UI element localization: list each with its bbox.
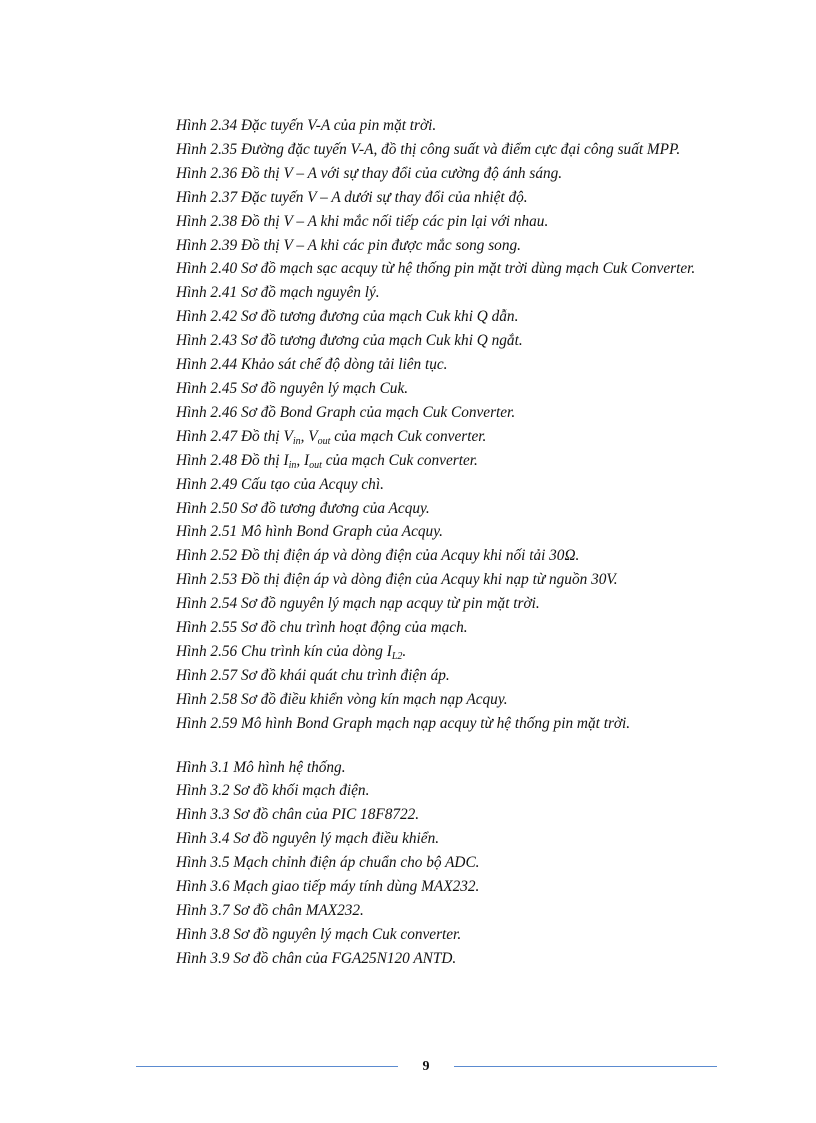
figure-caption: Hình 2.46 Sơ đồ Bond Graph của mạch Cuk Converter. <box>176 403 516 421</box>
caption-suffix: của mạch Cuk converter. <box>321 451 478 469</box>
figure-caption: Hình 2.39 Đồ thị V – A khi các pin được mắc song song. <box>176 236 521 254</box>
figure-caption: Hình 3.3 Sơ đồ chân của PIC 18F8722. <box>176 806 420 824</box>
figure-caption: Hình 2.54 Sơ đồ nguyên lý mạch nạp acquy từ pin mặt trời. <box>176 595 540 613</box>
figure-caption: Hình 2.59 Mô hình Bond Graph mạch nạp acquy từ hệ thống pin mặt trời. <box>176 714 631 732</box>
caption-suffix: . <box>402 642 407 660</box>
figure-caption: Hình 2.49 Cấu tạo của Acquy chì. <box>176 475 384 493</box>
figure-caption: Hình 2.52 Đồ thị điện áp và dòng điện của Acquy khi nối tải 30Ω. <box>176 547 580 565</box>
figure-caption: Hình 2.57 Sơ đồ khái quát chu trình điện áp. <box>176 666 450 684</box>
figure-caption: Hình 2.45 Sơ đồ nguyên lý mạch Cuk. <box>176 379 409 397</box>
figure-list <box>176 114 736 971</box>
subscript: out <box>309 459 322 471</box>
figure-caption: Hình 2.50 Sơ đồ tương đương của Acquy. <box>176 499 430 517</box>
caption-prefix: Hình 2.47 Đồ thị V <box>176 427 293 445</box>
figure-caption: Hình 2.35 Đường đặc tuyến V-A, đồ thị công suất và điểm cực đại công suất MPP. <box>176 140 681 158</box>
figure-caption: Hình 2.38 Đồ thị V – A khi mắc nối tiếp các pin lại với nhau. <box>176 212 549 230</box>
page-number: 9 <box>422 1059 430 1074</box>
figure-caption: Hình 3.4 Sơ đồ nguyên lý mạch điều khiển. <box>176 830 440 848</box>
subscript: in <box>288 459 297 471</box>
figure-caption: Hình 2.51 Mô hình Bond Graph của Acquy. <box>176 523 443 541</box>
figure-caption: Hình 3.8 Sơ đồ nguyên lý mạch Cuk converter. <box>176 925 462 943</box>
figure-caption: Hình 2.44 Khảo sát chế độ dòng tải liên tục. <box>176 356 448 374</box>
figure-caption: Hình 3.6 Mạch giao tiếp máy tính dùng MAX232. <box>176 878 480 896</box>
footer-rule-left <box>136 1066 398 1067</box>
figure-caption: Hình 2.42 Sơ đồ tương đương của mạch Cuk khi Q dẫn. <box>176 308 519 326</box>
subscript: out <box>317 435 331 447</box>
page-footer <box>0 1055 816 1079</box>
caption-mid: , V <box>300 427 318 445</box>
figure-caption <box>176 425 736 449</box>
figure-caption <box>176 640 736 664</box>
figure-caption: Hình 2.34 Đặc tuyến V-A của pin mặt trời. <box>176 117 437 134</box>
figure-caption: Hình 2.41 Sơ đồ mạch nguyên lý. <box>176 284 380 302</box>
figure-caption: Hình 2.43 Sơ đồ tương đương của mạch Cuk khi Q ngắt. <box>176 332 523 350</box>
figure-caption: Hình 3.5 Mạch chỉnh điện áp chuẩn cho bộ ADC. <box>176 854 480 872</box>
caption-prefix: Hình 2.56 Chu trình kín của dòng I <box>176 642 392 660</box>
section-gap <box>176 736 736 756</box>
subscript: L2 <box>391 650 403 662</box>
caption-prefix: Hình 2.48 Đồ thị I <box>176 451 289 469</box>
figure-caption: Hình 2.40 Sơ đồ mạch sạc acquy từ hệ thống pin mặt trời dùng mạch Cuk Converter. <box>176 260 696 278</box>
figure-caption <box>176 449 736 473</box>
figure-caption: Hình 3.1 Mô hình hệ thống. <box>176 758 346 776</box>
figure-caption: Hình 2.55 Sơ đồ chu trình hoạt động của mạch. <box>176 619 468 637</box>
figure-caption: Hình 2.37 Đặc tuyến V – A dưới sự thay đổi của nhiệt độ. <box>176 188 528 206</box>
figure-caption: Hình 3.2 Sơ đồ khối mạch điện. <box>176 782 370 800</box>
subscript: in <box>292 435 301 447</box>
figure-caption: Hình 2.58 Sơ đồ điều khiển vòng kín mạch nạp Acquy. <box>176 690 508 708</box>
figure-caption: Hình 3.9 Sơ đồ chân của FGA25N120 ANTD. <box>176 949 457 967</box>
caption-suffix: của mạch Cuk converter. <box>330 427 487 445</box>
caption-mid: , I <box>296 451 310 469</box>
figure-caption: Hình 2.53 Đồ thị điện áp và dòng điện của Acquy khi nạp từ nguồn 30V. <box>176 571 618 589</box>
figure-caption: Hình 2.36 Đồ thị V – A với sự thay đổi của cường độ ánh sáng. <box>176 164 563 182</box>
footer-rule-right <box>454 1066 717 1067</box>
figure-caption: Hình 3.7 Sơ đồ chân MAX232. <box>176 902 364 919</box>
